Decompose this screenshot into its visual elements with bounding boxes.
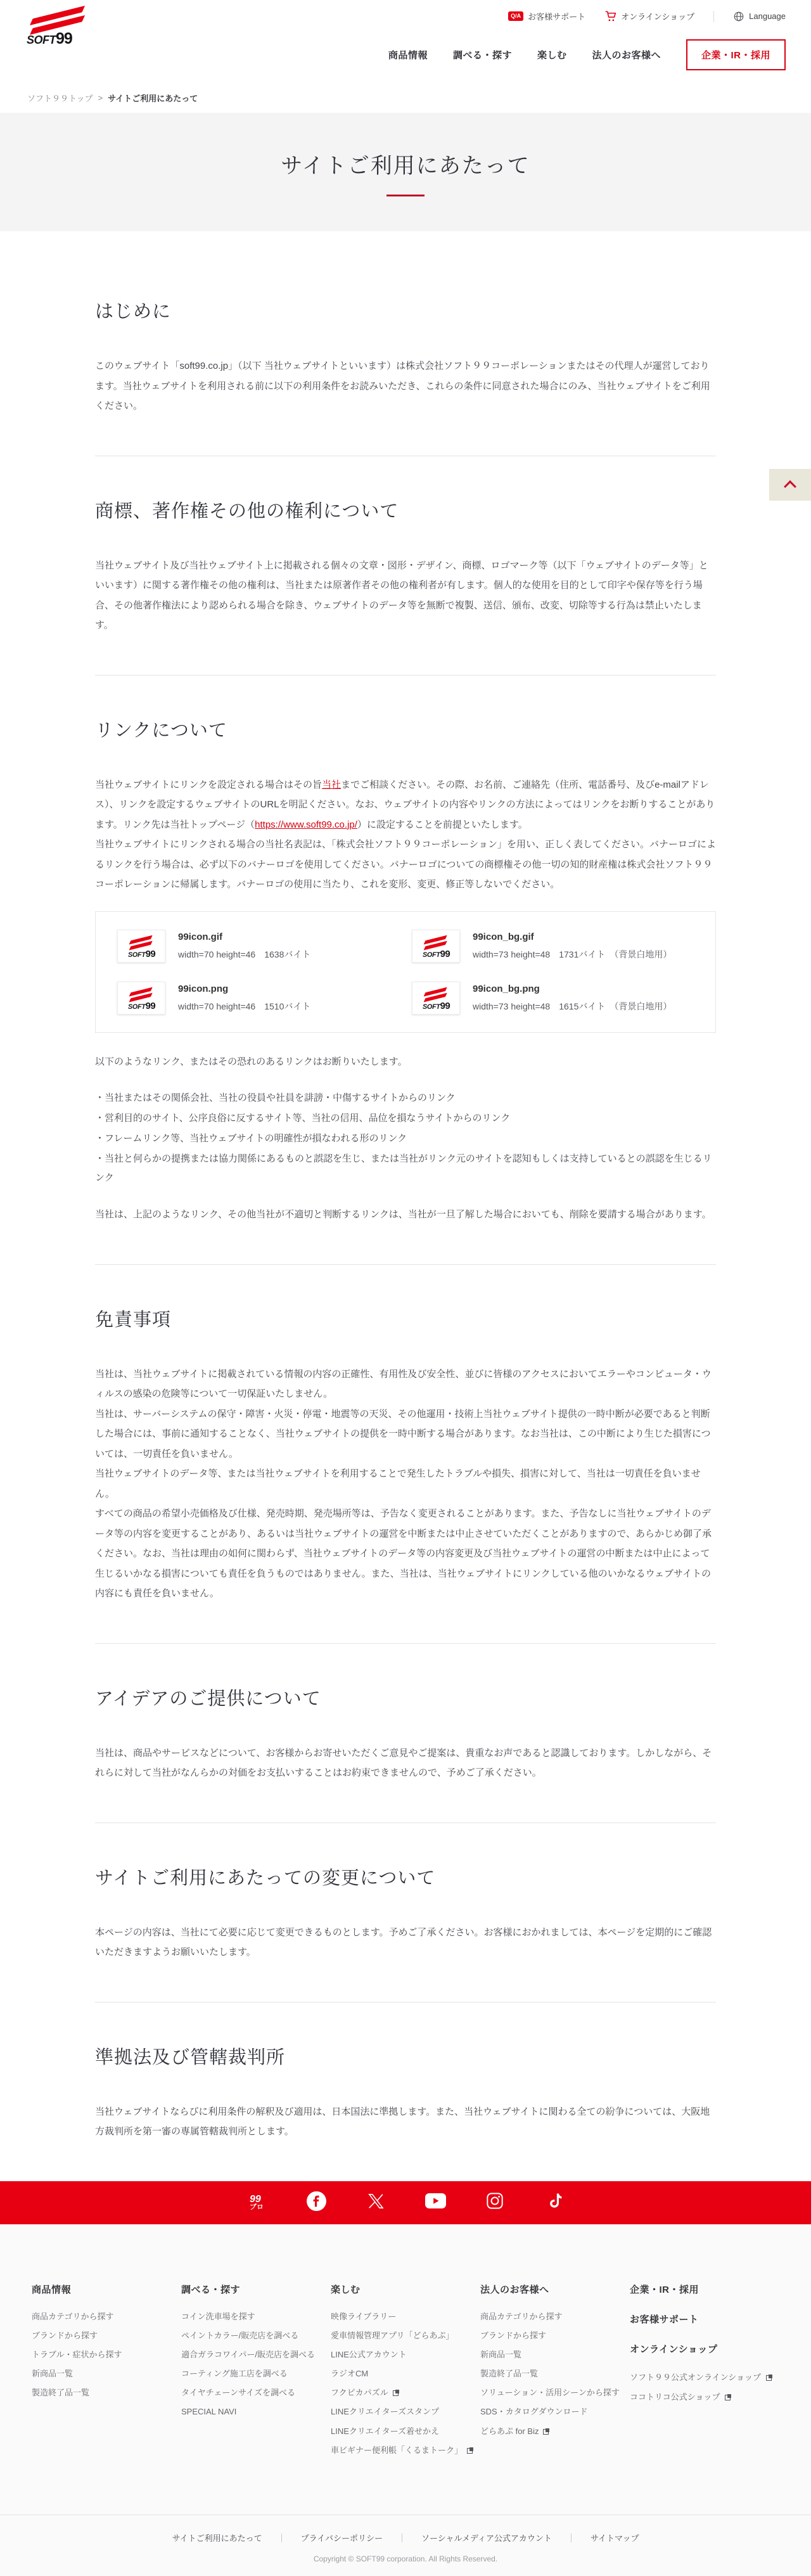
footer-link[interactable]: LINEクリエイターズスタンプ — [331, 2406, 474, 2418]
footer-col-title[interactable]: 法人のお客様へ — [480, 2283, 623, 2296]
section-idea-submission — [95, 1643, 716, 1823]
instagram-icon — [486, 2192, 504, 2213]
disclaimer-paragraph: 当社は、サーバーシステムの保守・障害・火災・停電・地震等の天災、その他運用・技術上当社ウェブサイト提供の一時中断が必要であると判断した場合には、事前に通知することなく、当社ウェブサイトの提供を一時中断する場合があります。なお当社は、この中断により生じた損害については、一切責任を負いません。 — [95, 1404, 716, 1464]
footer-privacy-link[interactable]: プライバシーポリシー — [282, 2532, 402, 2544]
language-link[interactable] — [733, 11, 786, 22]
external-link-icon — [766, 2374, 772, 2381]
section-links — [95, 675, 716, 1264]
youtube-link[interactable] — [425, 2192, 446, 2214]
company-contact-link[interactable]: 当社 — [322, 779, 341, 790]
footer-link[interactable]: ブランドから探す — [32, 2330, 175, 2342]
facebook-link[interactable] — [305, 2192, 327, 2214]
external-link-icon — [393, 2390, 399, 2396]
footer-link[interactable]: 商品カテゴリから探す — [480, 2311, 623, 2323]
footer-link[interactable]: 製造終了品一覧 — [32, 2387, 175, 2399]
facebook-icon — [307, 2191, 326, 2214]
globe-icon — [733, 11, 744, 22]
customer-support-link[interactable] — [508, 10, 585, 22]
section-title: はじめに — [95, 297, 716, 323]
page-title: サイトご利用にあたって — [281, 148, 530, 179]
soft99-banner-mark: SOFT99 — [127, 934, 155, 958]
chevron-up-icon — [784, 480, 796, 493]
refused-links-list — [95, 1088, 716, 1188]
footer-link[interactable]: ブランドから探す — [480, 2330, 623, 2342]
banner-meta — [178, 932, 310, 961]
soft99-banner-mark: SOFT99 — [422, 934, 450, 958]
breadcrumb-separator: > — [98, 93, 103, 103]
section-title: リンクについて — [95, 716, 716, 742]
footer-social-accounts-link[interactable]: ソーシャルメディア公式アカウント — [402, 2532, 571, 2544]
section-title: 免責事項 — [95, 1305, 716, 1331]
copyright: Copyright © SOFT99 corporation. All Rights Reserved. — [0, 2554, 811, 2563]
logo-text: SOFT99 — [27, 31, 72, 47]
footer-col-products — [32, 2283, 181, 2464]
banner-filesize: width=73 height=48 1615バイト （背景白地用） — [473, 1000, 672, 1013]
footer-link[interactable]: LINEクリエイターズ着せかえ — [331, 2426, 474, 2437]
footer-link[interactable]: ラジオCM — [331, 2368, 474, 2380]
site-header — [0, 0, 811, 82]
disclaimer-paragraph: 当社ウェブサイトのデータ等、または当社ウェブサイトを利用することで発生したトラブルや損失、損害に対して、当社は一切責任を負いません。 — [95, 1464, 716, 1504]
disclaimer-paragraph: 当社は、当社ウェブサイトに掲載されている情報の内容の正確性、有用性及び安全性、並びに皆様のアクセスにおいてエラーやコンピュータ・ウィルスの感染の危険等について一切保証いたしません。 — [95, 1364, 716, 1404]
utility-divider — [713, 11, 714, 22]
footer-link[interactable]: コーティング施工店を調べる — [181, 2368, 324, 2380]
text: までご相談ください。その際、お名前、ご連絡先（住所、電話番号、及びe-mailアドレス）、リンクを設定するウェブサイトのURLを明記ください。なお、ウェブサイトの内容やリンクの方法によってはリンクをお断りすることがあります。リンク先は当社トップページ（ — [95, 779, 715, 830]
footer-company-ir-link[interactable]: 企業・IR・採用 — [630, 2283, 772, 2296]
footer-link[interactable]: ココトリコ公式ショップ — [630, 2392, 772, 2403]
text: 当社ウェブサイトにリンクを設定される場合はその旨 — [95, 779, 322, 790]
banner-meta — [178, 984, 310, 1013]
section-body: 本ページの内容は、当社にて必要に応じて変更できるものとします。予めご了承ください。お客様におかれましては、本ページを定期的にご確認いただきますようお願いいたします。 — [95, 1923, 716, 1963]
banner-logo-image — [117, 982, 165, 1015]
banner-filesize: width=70 height=46 1638バイト — [178, 948, 310, 961]
cart-icon — [604, 10, 616, 22]
section-terms-changes — [95, 1823, 716, 2002]
footer-bottom — [0, 2515, 811, 2576]
footer-link[interactable]: LINE公式アカウント — [331, 2349, 474, 2361]
nav-corporate-customers[interactable]: 法人のお客様へ — [592, 48, 661, 61]
footer-col-corporate — [480, 2283, 630, 2464]
refused-links-intro: 以下のようなリンク、またはその恐れのあるリンクはお断りいたします。 — [95, 1052, 716, 1072]
footer-link[interactable]: 製造終了品一覧 — [480, 2368, 623, 2380]
list-item: ・当社と何らかの提携または協力関係にあるものと誤認を生じ、または当社がリンク元のサイトを認知もしくは支持しているとの誤認を生じるリンク — [95, 1149, 716, 1188]
section-body: このウェブサイト「soft99.co.jp」（以下 当社ウェブサイトといいます）は株式会社ソフト９９コーポレーションまたはその代理人が運営しております。当社ウェブサイトを利用される前に以下の利用条件をお読みいただき、これらの条件に同意された場合にのみ、当社ウェブサイトをご利用ください。 — [95, 356, 716, 416]
banner-filename: 99icon_bg.gif — [473, 932, 672, 942]
section-title: アイデアのご提供について — [95, 1684, 716, 1710]
section-title: 商標、著作権その他の権利について — [95, 497, 716, 523]
soft99-top-url-link[interactable]: https://www.soft99.co.jp/ — [255, 819, 357, 830]
nav-products[interactable]: 商品情報 — [388, 48, 428, 61]
footer-link[interactable]: どらあぷ for Biz — [480, 2426, 623, 2437]
list-item: ・当社またはその関係会社、当社の役員や社員を誹謗・中傷するサイトからのリンク — [95, 1088, 716, 1108]
disclaimer-paragraph: すべての商品の希望小売価格及び仕様、発売時期、発売場所等は、予告なく変更されることがあります。また、予告なしに当社ウェブサイトのデータ等の内容を変更することがあり、あるいは当社ウェブサイトの運営を中断または中止させていただくことがありますので、あらかじめ御了承ください。なお、当社は理由の如何に関わらず、当社ウェブサイトのデータ等の内容変更及び当社ウェブサイトの運営の中断または中止によって生じるいかなる損害についても責任を負うものではありません。また、当社は、当社ウェブサイトにリンクしている他のいかなるウェブサイトの内容にも責任を負いません。 — [95, 1504, 716, 1604]
main-content — [95, 231, 716, 2181]
tiktok-icon — [547, 2193, 562, 2213]
banner-item — [412, 930, 694, 963]
back-to-top-button[interactable] — [769, 469, 811, 501]
footer-link[interactable]: コイン洗車場を探す — [181, 2311, 324, 2323]
banner-filename: 99icon.gif — [178, 932, 310, 942]
list-item: ・フレームリンク等、当社ウェブサイトの明確性が損なわれる形のリンク — [95, 1129, 716, 1149]
banner-logo-image — [412, 982, 460, 1015]
utility-nav — [489, 10, 786, 22]
online-shop-label: オンラインショップ — [621, 10, 694, 22]
instagram-link[interactable] — [484, 2192, 506, 2214]
breadcrumb-home-link[interactable]: ソフト９９トップ — [27, 92, 93, 104]
list-item: ・営利目的のサイト、公序良俗に反するサイト等、当社の信用、品位を損なうサイトからのリンク — [95, 1108, 716, 1129]
footer-link[interactable]: ソリューション・活用シーンから探す — [480, 2387, 623, 2399]
banner-logo-image — [412, 930, 460, 963]
main-nav — [388, 39, 786, 70]
social-bar — [0, 2181, 811, 2224]
banner-meta — [473, 932, 672, 961]
banner-item — [412, 982, 694, 1015]
footer-support-link[interactable]: お客様サポート — [630, 2312, 772, 2326]
external-link-icon — [543, 2428, 549, 2435]
refused-links-note: 当社は、上記のようなリンク、その他当社が不適切と判断するリンクは、当社が一旦了解した場合においても、削除を要請する場合があります。 — [95, 1205, 716, 1225]
soft99-banner-mark: SOFT99 — [127, 986, 155, 1009]
footer-link[interactable]: 愛車情報管理アプリ「どらあぷ」 — [331, 2330, 474, 2342]
footer-sitemap-link[interactable]: サイトマップ — [572, 2532, 658, 2544]
section-body: 当社ウェブサイトならびに利用条件の解釈及び適用は、日本国法に準拠します。また、当社ウェブサイトに関わる全ての紛争については、大阪地方裁判所を第一審の専属管轄裁判所とします。 — [95, 2102, 716, 2142]
99blog-link[interactable] — [246, 2192, 267, 2214]
footer-link[interactable]: SDS・カタログダウンロード — [480, 2406, 623, 2418]
banner-filesize: width=73 height=48 1731バイト （背景白地用） — [473, 948, 672, 961]
title-accent-bar — [386, 195, 425, 196]
banner-filename: 99icon_bg.png — [473, 984, 672, 994]
external-link-icon — [467, 2447, 473, 2454]
footer-bottom-links — [0, 2532, 811, 2544]
banner-item — [117, 982, 399, 1015]
footer-link[interactable]: 新商品一覧 — [32, 2368, 175, 2380]
x-twitter-link[interactable] — [365, 2192, 386, 2214]
soft99-logo-mark — [25, 6, 93, 46]
nav-search[interactable]: 調べる・探す — [453, 48, 512, 61]
soft99-banner-mark: SOFT99 — [422, 986, 450, 1009]
text: ）に設定することを前提といたします。 — [357, 819, 528, 830]
footer-col-title[interactable]: 楽しむ — [331, 2283, 474, 2296]
footer-terms-link[interactable]: サイトご利用にあたって — [153, 2532, 281, 2544]
banner-logo-paragraph: 当社ウェブサイトにリンクされる場合の当社名表記は、「株式会社ソフト９９コーポレーション」を用い、正しく表してください。バナーロゴによるリンクを行う場合は、必ず以下のバナーロゴを使用してください。バナーロゴについての商標権その他一切の知的財産権は株式会社ソフト９９コーポレーションに帰属します。バナーロゴの使用に当たり、これを変形、変更、修正等しないでください。 — [95, 835, 716, 895]
footer-col-title[interactable]: 商品情報 — [32, 2283, 175, 2296]
tiktok-link[interactable] — [544, 2192, 565, 2214]
footer-link[interactable]: ソフト９９公式オンラインショップ — [630, 2372, 772, 2383]
footer-col-company — [630, 2283, 779, 2464]
external-link-icon — [725, 2394, 731, 2400]
section-title: サイトご利用にあたっての変更について — [95, 1864, 716, 1890]
footer-link[interactable]: タイヤチェーンサイズを調べる — [181, 2387, 324, 2399]
youtube-icon — [425, 2193, 446, 2212]
footer-online-shop-heading[interactable]: オンラインショップ — [630, 2342, 772, 2355]
qa-badge-icon: Q/A — [508, 11, 523, 21]
nav-enjoy[interactable]: 楽しむ — [537, 48, 567, 61]
soft99-logo[interactable] — [25, 6, 93, 49]
footer-col-search — [181, 2283, 331, 2464]
section-disclaimer — [95, 1264, 716, 1643]
banner-logo-box — [95, 911, 716, 1033]
footer-link[interactable]: 適合ガラコワイパー/販売店を調べる — [181, 2349, 324, 2361]
breadcrumb-current: サイトご利用にあたって — [108, 92, 198, 104]
banner-logo-image — [117, 930, 165, 963]
footer-link[interactable]: 車ビギナー便利帳「くるまトーク」 — [331, 2445, 474, 2456]
footer-link[interactable]: 商品カテゴリから探す — [32, 2311, 175, 2323]
site-footer — [0, 2224, 811, 2576]
banner-meta — [473, 984, 672, 1013]
footer-link[interactable]: フクピカパズル — [331, 2387, 474, 2399]
customer-support-label: お客様サポート — [528, 10, 585, 22]
footer-col-enjoy — [331, 2283, 480, 2464]
nav-company-ir-recruit-button[interactable]: 企業・IR・採用 — [686, 39, 786, 70]
section-body: 当社ウェブサイト及び当社ウェブサイト上に掲載される個々の文章・図形・デザイン、商標、ロゴマーク等（以下「ウェブサイトのデータ等」といいます）に関する著作権その他の権利は、当社または原著作者その他の権利者が有します。個人的な使用を目的として印字や保存等を行う場合、その他著作権法により認められる場合を除き、ウェブサイトのデータ等を無断で複製、送信、頒布、改変、切除等する行為は禁止いたします。 — [95, 556, 716, 636]
footer-link[interactable]: トラブル・症状から探す — [32, 2349, 175, 2361]
online-shop-link[interactable] — [604, 10, 694, 22]
section-governing-law — [95, 2002, 716, 2181]
banner-item — [117, 930, 399, 963]
banner-filesize: width=70 height=46 1510バイト — [178, 1000, 310, 1013]
banner-filename: 99icon.png — [178, 984, 310, 994]
99blog-icon: 99 ブロ — [250, 2195, 264, 2211]
footer-link[interactable]: 新商品一覧 — [480, 2349, 623, 2361]
footer-col-title[interactable]: 調べる・探す — [181, 2283, 324, 2296]
section-title: 準拠法及び管轄裁判所 — [95, 2043, 716, 2069]
link-policy-paragraph — [95, 775, 716, 835]
footer-link[interactable]: 映像ライブラリー — [331, 2311, 474, 2323]
section-body: 当社は、商品やサービスなどについて、お客様からお寄せいただくご意見やご提案は、貴重なお声であると認識しております。しかしながら、それらに対して当社がなんらかの対価をお支払いすることはお約束できませんので、予めご了承ください。 — [95, 1743, 716, 1783]
language-label: Language — [749, 11, 786, 21]
x-twitter-icon — [367, 2193, 385, 2213]
footer-link[interactable]: ペイントカラー/販売店を調べる — [181, 2330, 324, 2342]
footer-columns — [0, 2283, 811, 2464]
section-trademark-copyright — [95, 456, 716, 675]
breadcrumb — [0, 82, 811, 113]
hero — [0, 113, 811, 231]
footer-link[interactable]: SPECIAL NAVI — [181, 2406, 324, 2418]
section-introduction — [95, 231, 716, 456]
